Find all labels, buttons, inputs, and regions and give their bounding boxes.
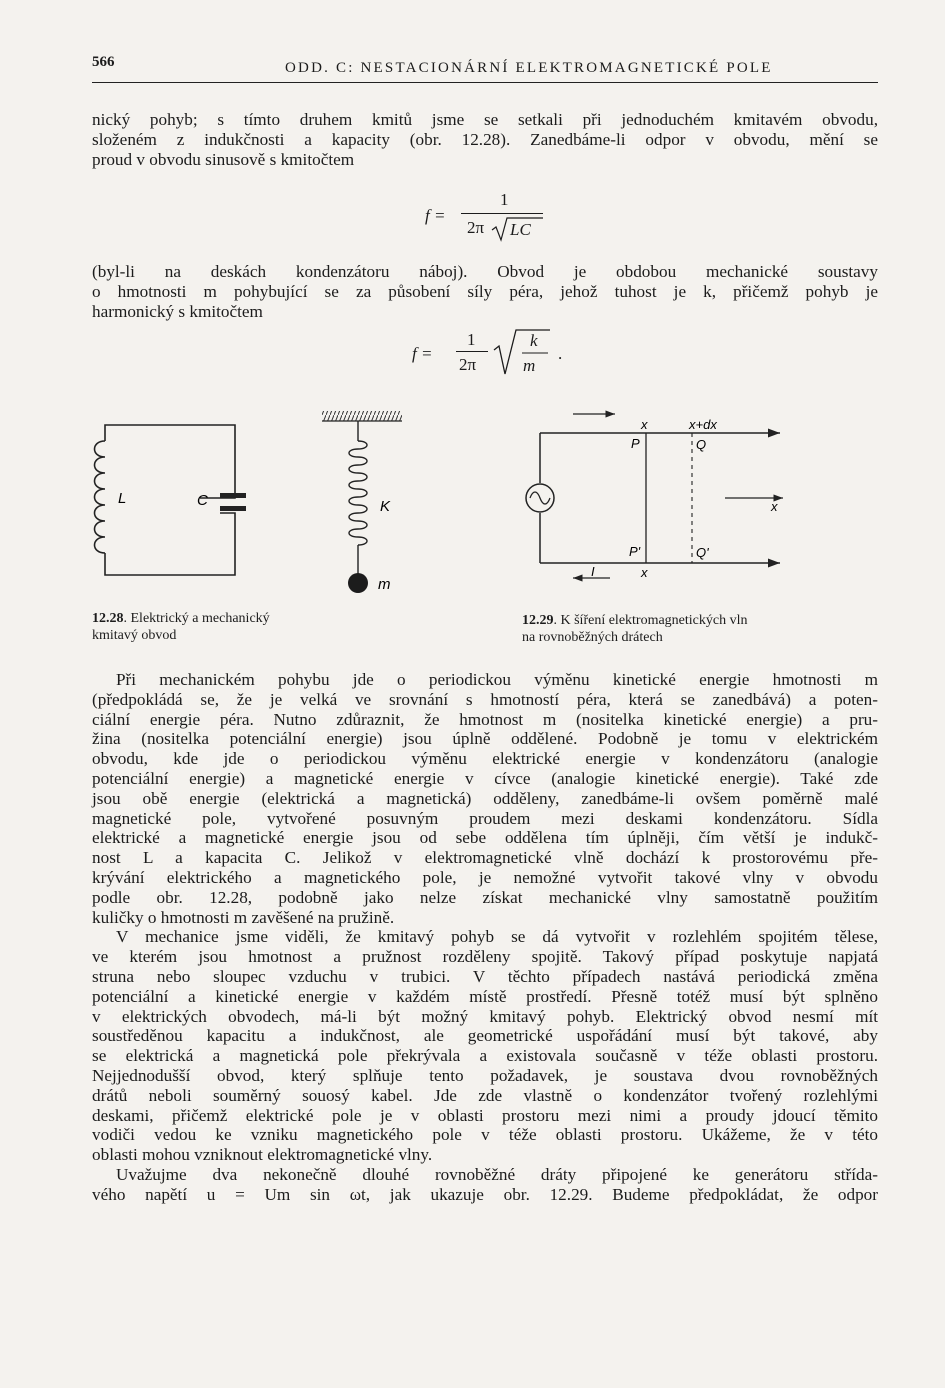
ceiling-support: [322, 411, 402, 421]
text-line: magnetické pole, vytvořené posuvným proudem mezi deskami kondenzátoru. Sídla: [92, 808, 878, 828]
text-line: drátů neboli souměrný souosý kabel. Jde zde vlastně o kondenzátor tvořený rozlehlými: [92, 1085, 878, 1105]
label-C: C: [197, 492, 208, 509]
label-x-dx: x+dx: [689, 417, 717, 432]
formula-lc-frequency: [425, 192, 565, 244]
text-line: deskami, přičemž elektrické pole je v oblasti prostoru mezi nimi a proudy jdoucí těmito: [92, 1105, 878, 1125]
formula-lhs: f =: [412, 344, 433, 363]
text-line: nost L a kapacita C. Jelikož v elektromagnetické vlně dochází k prostorovému pře-: [92, 848, 878, 868]
fraction-bar: [456, 351, 488, 352]
label-Q-prime: Q': [696, 545, 709, 560]
text-line: krývání elektrického a magnetického pole, je nemožné vytvořit takové vlny v obvodu: [92, 867, 878, 887]
root-denominator: m: [523, 356, 536, 375]
text-line: soustředěnou kapacitu a indukčnost, ale geometrické uspořádání musí být takové, aby: [92, 1026, 878, 1046]
fraction-bar: [461, 213, 543, 214]
formula-lhs: f =: [425, 206, 446, 225]
text-line: Nejjednodušší obvod, který splňuje tento požadavek, je soustava dvou rovnoběžných: [92, 1065, 878, 1085]
text-line: vodiči vedou ke vzniku magnetického pole v téže oblasti prostoru. Ukážeme, že v této: [92, 1125, 878, 1145]
capacitor-plate: [220, 493, 246, 498]
text-line: vého napětí u = Um sin ωt, jak ukazuje obr. 12.29. Budeme předpokládat, že odpor: [92, 1184, 878, 1204]
text-line: podle obr. 12.28, podobně jako nelze získat mechanické vlny samostatně použitím: [92, 887, 878, 907]
sine-icon: [530, 492, 550, 504]
caption-12-29: [522, 612, 862, 646]
caption-number: 12.28: [92, 611, 124, 626]
caption-12-28: [92, 610, 392, 644]
text-line: V mechanice jsme viděli, že kmitavý pohyb se dá vytvořit v rozlehlém spojitém tělese,: [116, 927, 878, 947]
page-number: 566: [92, 54, 115, 70]
label-Q: Q: [696, 437, 707, 452]
text-line: nický pohyb; s tímto druhem kmitů jsme se setkali při jednoduchém kmitavém obvodu,: [92, 110, 878, 129]
text-line: struna nebo sloupec vzduchu v trubici. V těchto případech nastává periodická změna: [92, 966, 878, 986]
text-line: v elektrických obvodech, má-li být možný kmitavý pohyb. Elektrický obvod nesmí mít: [92, 1006, 878, 1026]
text-line: proud v obvodu sinusově s kmitočtem: [92, 149, 355, 169]
formula-radicand: LC: [510, 220, 531, 239]
caption-text: . Elektrický a mechanický: [123, 611, 270, 626]
label-m: m: [378, 576, 391, 593]
figure-12-29: [515, 405, 805, 595]
text-line: kuličky o hmotnosti m zavěšené na pružině.: [92, 907, 395, 927]
caption-text: . K šíření elektromagnetických vln: [553, 613, 748, 628]
formula-denominator: 2π: [467, 218, 485, 237]
formula-numerator: 1: [500, 190, 509, 209]
formula-spring-frequency: [412, 328, 572, 378]
body-text: [92, 670, 878, 1205]
text-line: ciální energie péra. Nutno zdůraznit, že hmotnost m (nositelka kinetické energie) a pru-: [92, 709, 878, 729]
middle-paragraph: [92, 262, 878, 321]
capacitor-plate: [220, 506, 246, 511]
text-line: obvodu, kde jde o periodickou výměnu elektrické energie v kondenzátoru (analogie: [92, 749, 878, 769]
mass-ball: [348, 573, 368, 593]
text-line: elektrické a magnetické energie jsou od sebe oddělena tím úplněji, čím větší je indukč-: [92, 828, 878, 848]
text-line: oblasti mohou vzniknout elektromagnetické vlny.: [92, 1145, 433, 1165]
formula-trailing: .: [558, 344, 563, 363]
label-x: x: [641, 417, 648, 432]
formula-numerator: 1: [467, 330, 476, 349]
caption-text: kmitavý obvod: [92, 628, 177, 643]
text-line: Při mechanickém pohybu jde o periodickou výměnu kinetické energie hmotnosti m: [116, 670, 878, 689]
text-line: žina (nositelka potenciální energie) jsou úplně oddělené. Podobně je tomu v elektrickém: [92, 729, 878, 749]
label-I: I: [591, 564, 595, 579]
label-K: K: [380, 498, 391, 515]
text-line: jsou obě energie (elektrická a magnetická) odděleny, zanedbáme-li ovšem poměrně malé: [92, 788, 878, 808]
label-P: P: [631, 436, 640, 451]
running-head: ODD. C: NESTACIONÁRNÍ ELEKTROMAGNETICKÉ POLE: [285, 60, 773, 76]
label-x-bottom: x: [641, 565, 648, 580]
label-P-prime: P': [629, 544, 641, 559]
text-line: Uvažujme dva nekonečně dlouhé rovnoběžné dráty připojené ke generátoru střída-: [116, 1164, 878, 1184]
text-line: potenciální a kinetické energie v každém místě prostředí. Přesně totéž musí být splněno: [92, 986, 878, 1006]
text-line: ve kterém jsou hmotnost a pružnost rozděleny spojitě. Takový případ poskytuje napjatá: [92, 947, 878, 967]
text-line: složeném z indukčnosti a kapacity (obr. 12.28). Zanedbáme-li odpor v obvodu, mění se: [92, 129, 878, 149]
circuit-wire: [105, 425, 235, 498]
text-line: harmonický s kmitočtem: [92, 301, 263, 321]
caption-text: na rovnoběžných drátech: [522, 630, 663, 645]
sqrt-sign: [492, 328, 552, 376]
root-numerator: k: [530, 331, 538, 350]
text-line: (předpokládá se, že je velká ve srovnání s hmotností péra, která se zanedbává) a poten-: [92, 689, 878, 709]
spring: [349, 441, 367, 545]
text-line: potenciální energie) a magnetické energie v cívce (analogie kinetické energie). Také zde: [92, 768, 878, 788]
intro-paragraph: [92, 110, 878, 169]
label-L: L: [118, 490, 127, 507]
label-x-axis: x: [771, 499, 778, 514]
text-line: se elektrická a magnetická pole překrývala a existovala současně v téže oblasti prostoru.: [92, 1046, 878, 1066]
circuit-wire: [105, 513, 235, 575]
figure-12-28: [90, 405, 420, 605]
formula-denominator: 2π: [459, 355, 477, 374]
header-rule: [92, 82, 878, 83]
text-line: o hmotnosti m pohybující se za působení síly péra, jehož tuhost je k, přičemž pohyb je: [92, 281, 878, 301]
text-line: (byl-li na deskách kondenzátoru náboj). Obvod je obdobou mechanické soustavy: [92, 262, 878, 281]
caption-number: 12.29: [522, 613, 554, 628]
inductor-coil: [95, 441, 106, 553]
